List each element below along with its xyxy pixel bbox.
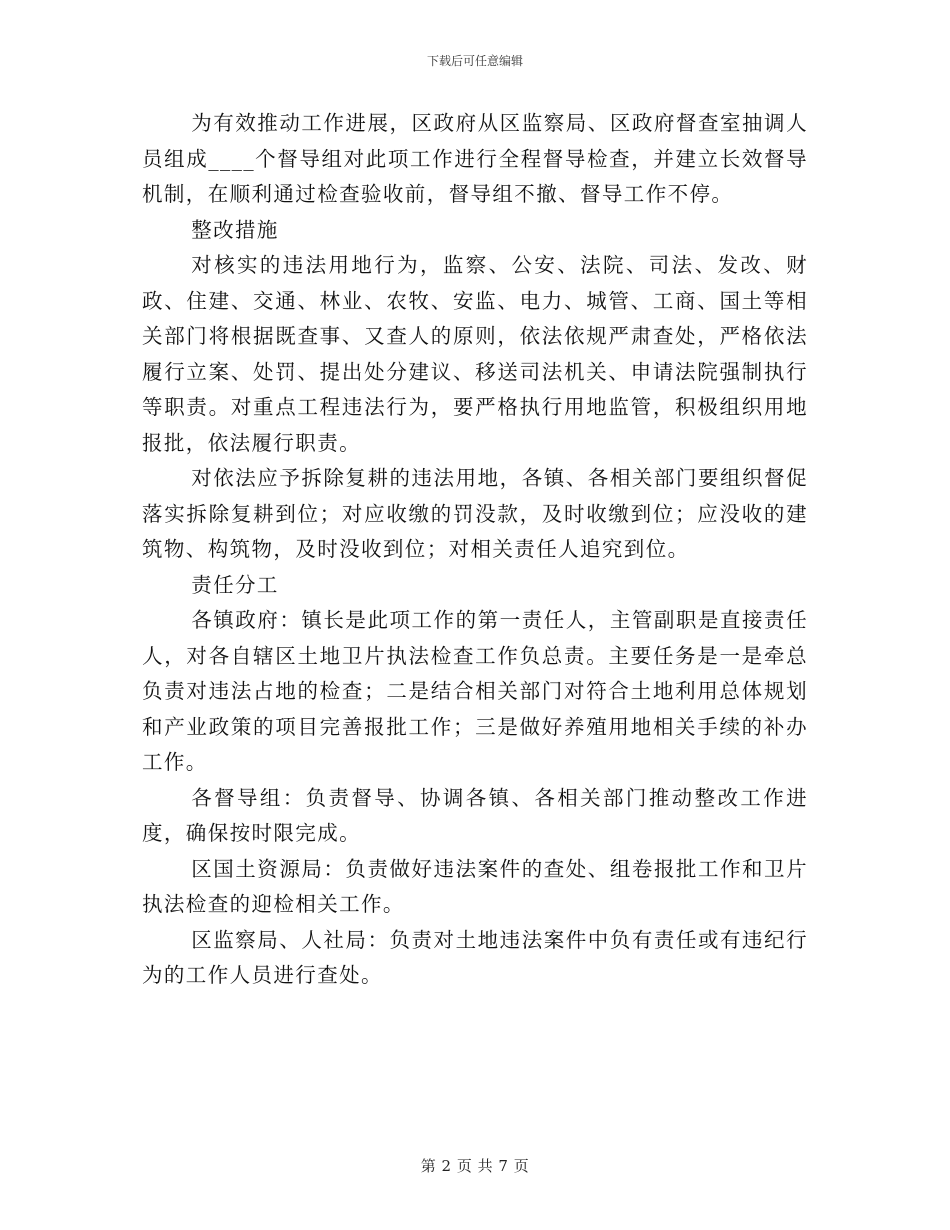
paragraph-supervision-groups: 为有效推动工作进展，区政府从区监察局、区政府督查室抽调人员组成____个督导组对此项工作进行全程督导检查，并建立长效督导机制，在顺利通过检查验收前，督导组不撤、督导工作不停。 xyxy=(142,111,808,206)
page-number: 第 2 页 共 7 页 xyxy=(420,1157,530,1175)
page-header-note: 下载后可任意编辑 xyxy=(426,54,523,68)
section-heading-rectification: 整改措施 xyxy=(191,217,279,242)
section-heading-responsibilities: 责任分工 xyxy=(191,572,279,597)
paragraph-illegal-land-handling: 对核实的违法用地行为，监察、公安、法院、司法、发改、财政、住建、交通、林业、农牧、安监、电力、城管、工商、国土等相关部门将根据既查事、又查人的原则，依法依规严肃查处，严格依法履行立案、处罚、提出处分建议、移送司法机关、申请法院强制执行等职责。对重点工程违法行为，要严格执行用地监管，积极组织用地报批，依法履行职责。 xyxy=(142,253,808,455)
paragraph-supervision-teams: 各督导组：负责督导、协调各镇、各相关部门推动整改工作进度，确保按时限完成。 xyxy=(142,785,808,845)
paragraph-demolition-reclamation: 对依法应予拆除复耕的违法用地，各镇、各相关部门要组织督促落实拆除复耕到位；对应收缴的罚没款，及时收缴到位；应没收的建筑物、构筑物，及时没收到位；对相关责任人追究到位。 xyxy=(142,466,808,561)
paragraph-town-government: 各镇政府：镇长是此项工作的第一责任人，主管副职是直接责任人，对各自辖区土地卫片执法检查工作负总责。主要任务是一是牵总负责对违法占地的检查；二是结合相关部门对符合土地利用总体规划和产业政策的项目完善报批工作；三是做好养殖用地相关手续的补办工作。 xyxy=(142,608,808,774)
paragraph-land-resources-bureau: 区国土资源局：负责做好违法案件的查处、组卷报批工作和卫片执法检查的迎检相关工作。 xyxy=(142,856,808,916)
document-body xyxy=(142,106,808,994)
paragraph-supervision-hr-bureau: 区监察局、人社局：负责对土地违法案件中负有责任或有违纪行为的工作人员进行查处。 xyxy=(142,927,808,987)
